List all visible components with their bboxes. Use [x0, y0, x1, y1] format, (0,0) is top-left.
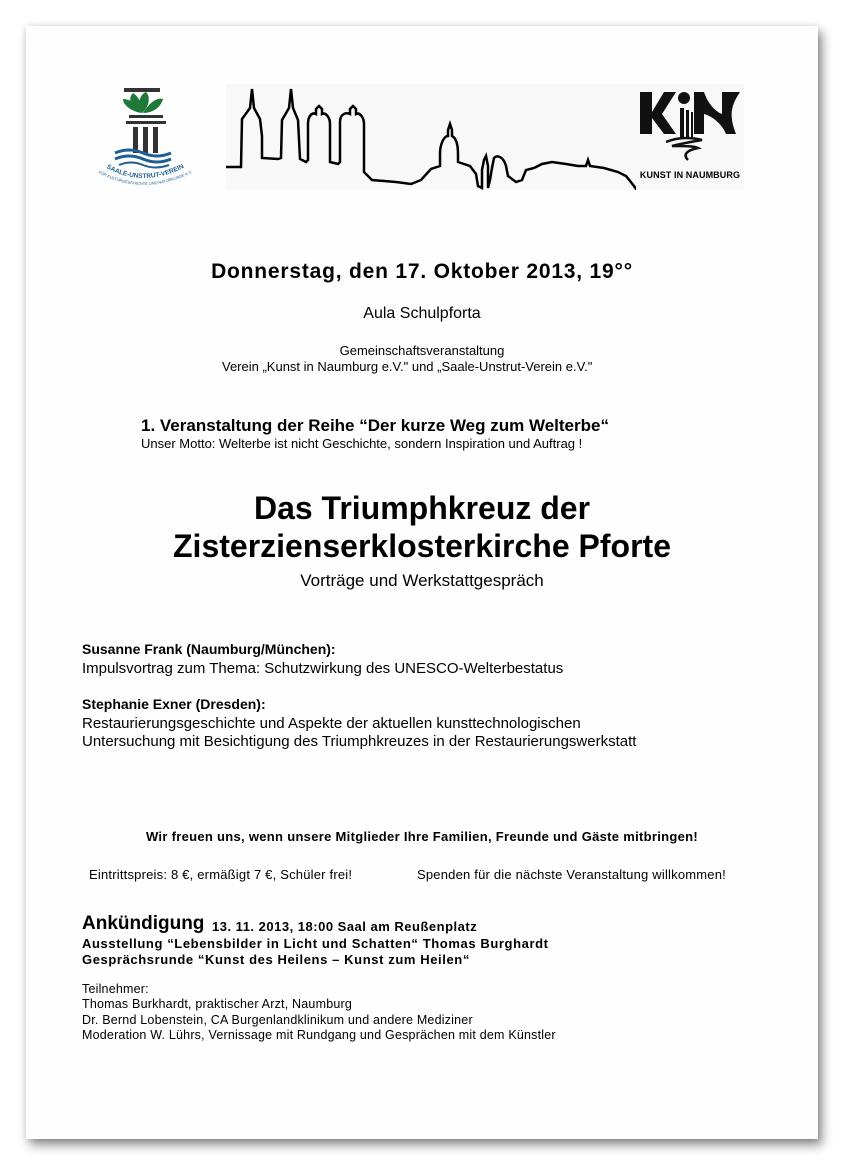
participants-label: Teilnehmer: — [82, 982, 149, 996]
main-subtitle: Vorträge und Werkstattgespräch — [300, 571, 544, 590]
participant: Thomas Burkhardt, praktischer Arzt, Naumburg — [82, 997, 353, 1011]
speaker-name: Stephanie Exner (Dresden): — [82, 696, 266, 712]
main-title-line-1: Das Triumphkreuz der — [253, 490, 591, 526]
announcement-date-place: 13. 11. 2013, 18:00 Saal am Reußenplatz — [212, 919, 478, 934]
speaker-description: Untersuchung mit Besichtigung des Triumphkreuzes in der Restaurierungswerkstatt — [82, 733, 637, 750]
kunst-in-naumburg-logo — [636, 84, 744, 190]
kin-mark-icon — [636, 84, 744, 164]
cooperation-label: Gemeinschaftsveranstaltung — [339, 343, 505, 358]
saale-unstrut-verein-logo — [91, 83, 201, 193]
participant: Moderation W. Lührs, Vernissage mit Rundgang und Gesprächen mit dem Künstler — [82, 1028, 556, 1042]
kin-caption: KUNST IN NAUMBURG — [639, 170, 741, 180]
svg-text:FÜR KULTURGESCHICHTE UND NATUR: FÜR KULTURGESCHICHTE UND NATURKUNDE e.V. — [98, 168, 193, 187]
cooperation-partners: Verein „Kunst in Naumburg e.V." und „Saale-Unstrut-Verein e.V." — [222, 359, 593, 374]
skyline-icon — [226, 84, 646, 190]
motto: Unser Motto: Welterbe ist nicht Geschichte, sondern Inspiration und Auftrag ! — [141, 436, 583, 451]
donation-note: Spenden für die nächste Veranstaltung willkommen! — [417, 867, 726, 882]
naumburg-skyline-image — [226, 84, 646, 190]
column-leaves-icon — [91, 83, 201, 193]
speaker-description: Restaurierungsgeschichte und Aspekte der aktuellen kunsttechnologischen — [82, 715, 581, 732]
series-title: 1. Veranstaltung der Reihe “Der kurze Weg zum Welterbe“ — [141, 416, 609, 435]
event-date: Donnerstag, den 17. Oktober 2013, 19°° — [211, 260, 633, 283]
announcement-discussion: Gesprächsrunde “Kunst des Heilens – Kunst zum Heilen“ — [82, 952, 470, 967]
main-title-line-2: Zisterzienserklosterkirche Pforte — [173, 528, 671, 564]
svg-text:SAALE-UNSTRUT-VEREIN: SAALE-UNSTRUT-VEREIN — [105, 163, 186, 181]
participant: Dr. Bernd Lobenstein, CA Burgenlandklinikum und andere Mediziner — [82, 1013, 473, 1027]
announcement-exhibition: Ausstellung “Lebensbilder in Licht und Schatten“ Thomas Burghardt — [82, 936, 549, 951]
welcome-note: Wir freuen uns, wenn unsere Mitglieder Ihre Familien, Freunde und Gäste mitbringen! — [145, 829, 699, 844]
speaker-description: Impulsvortrag zum Thema: Schutzwirkung des UNESCO-Welterbestatus — [82, 660, 564, 677]
announcement-label: Ankündigung — [82, 913, 205, 934]
admission-price: Eintrittspreis: 8 €, ermäßigt 7 €, Schüler frei! — [89, 867, 353, 882]
speaker-name: Susanne Frank (Naumburg/München): — [82, 641, 336, 657]
event-venue: Aula Schulpforta — [363, 305, 481, 322]
